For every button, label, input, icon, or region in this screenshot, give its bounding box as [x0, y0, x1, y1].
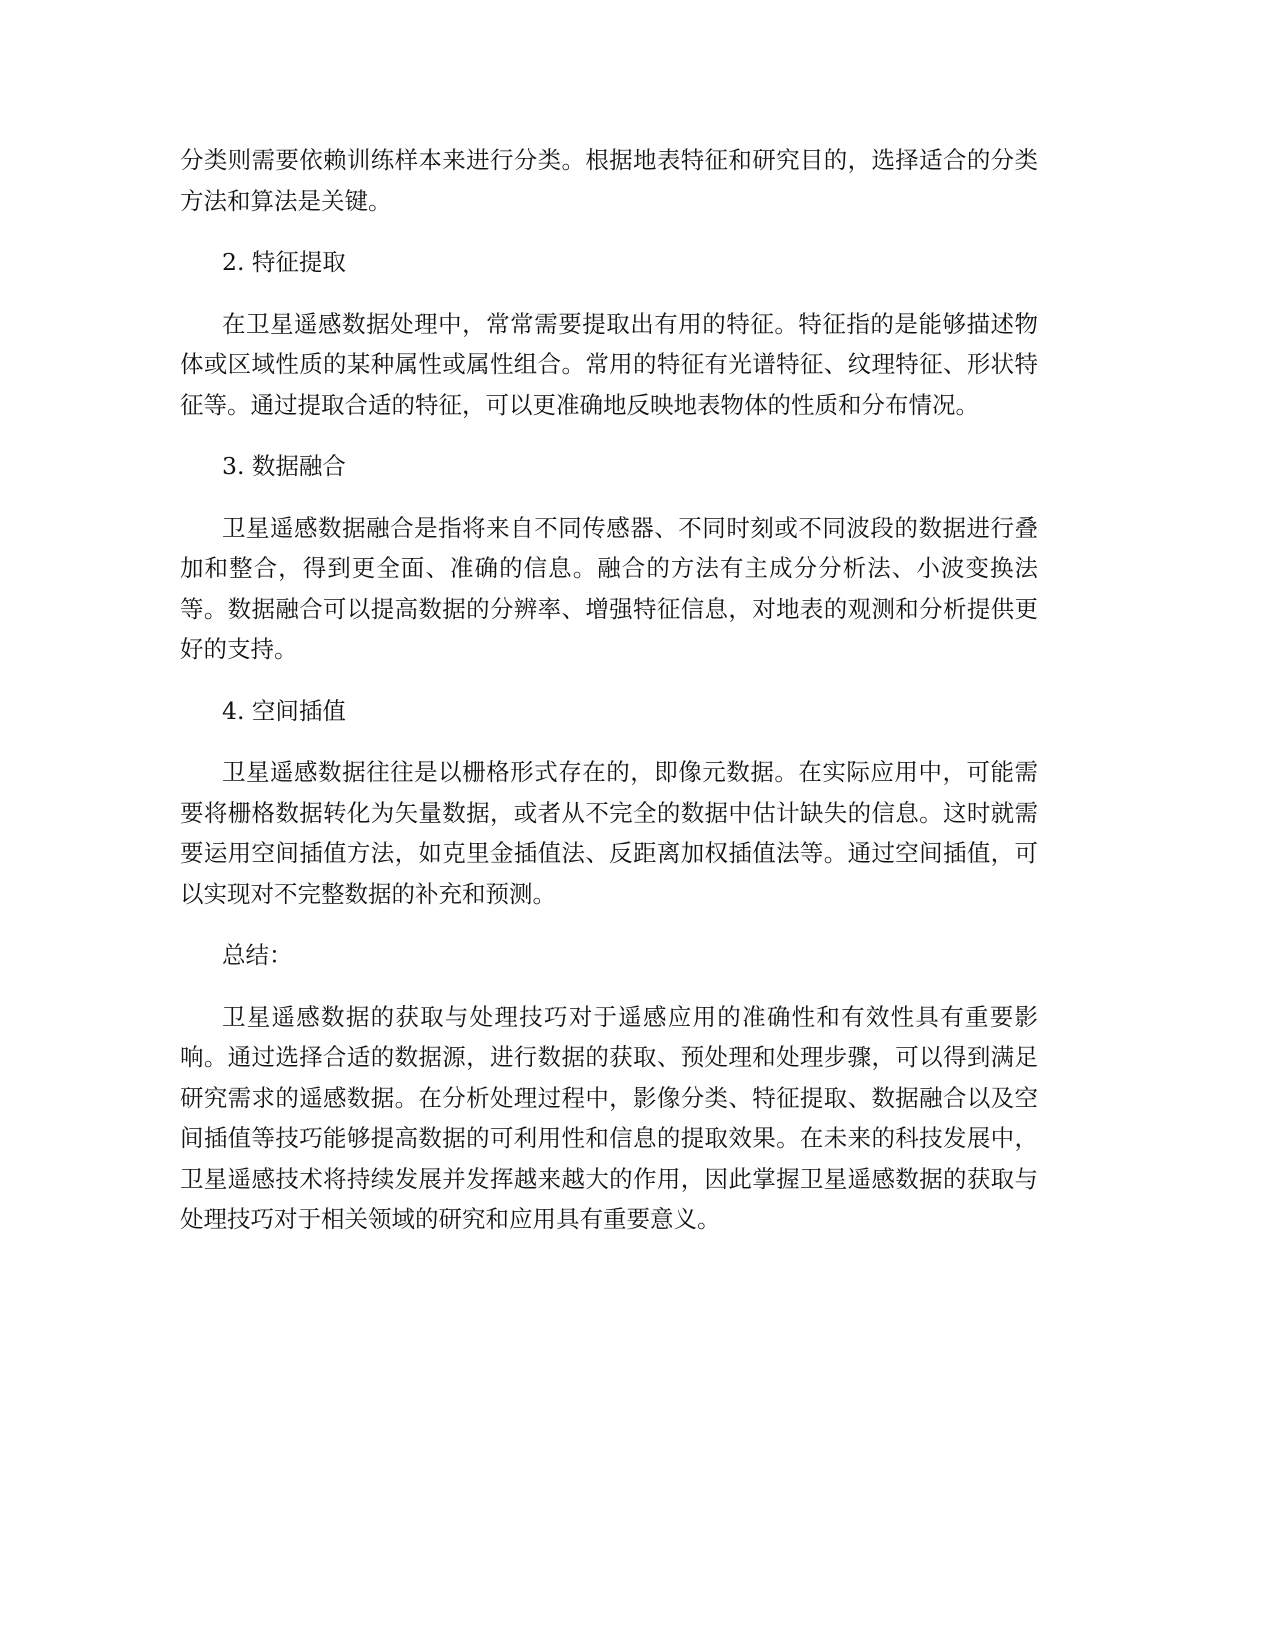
summary-heading: 总结： — [222, 941, 293, 969]
continuation-paragraph: 分类则需要依赖训练样本来进行分类。根据地表特征和研究目的，选择适合的分类方法和算法是关键。 — [180, 146, 1038, 215]
document-body — [180, 140, 1038, 1261]
section-body-data-fusion: 卫星遥感数据融合是指将来自不同传感器、不同时刻或不同波段的数据进行叠加和整合，得到更全面、准确的信息。融合的方法有主成分分析法、小波变换法等。数据融合可以提高数据的分辨率、增强特征信息，对地表的观测和分析提供更好的支持。 — [180, 513, 1038, 663]
section-heading-spatial-interpolation: 4. 空间插值 — [222, 696, 346, 725]
section-body-feature-extraction: 在卫星遥感数据处理中，常常需要提取出有用的特征。特征指的是能够描述物体或区域性质的某种属性或属性组合。常用的特征有光谱特征、纹理特征、形状特征等。通过提取合适的特征，可以更准确地反映地表物体的性质和分布情况。 — [180, 309, 1038, 419]
section-heading-feature-extraction: 2. 特征提取 — [222, 248, 346, 276]
section-body-spatial-interpolation: 卫星遥感数据往往是以栅格形式存在的，即像元数据。在实际应用中，可能需要将栅格数据转化为矢量数据，或者从不完全的数据中估计缺失的信息。这时就需要运用空间插值方法，如克里金插值法、反距离加权插值法等。通过空间插值，可以实现对不完整数据的补充和预测。 — [180, 758, 1038, 908]
section-heading-data-fusion: 3. 数据融合 — [222, 452, 346, 480]
summary-body: 卫星遥感数据的获取与处理技巧对于遥感应用的准确性和有效性具有重要影响。通过选择合适的数据源，进行数据的获取、预处理和处理步骤，可以得到满足研究需求的遥感数据。在分析处理过程中，影像分类、特征提取、数据融合以及空间插值等技巧能够提高数据的可利用性和信息的提取效果。在未来的科技发展中，卫星遥感技术将持续发展并发挥越来越大的作用，因此掌握卫星遥感数据的获取与处理技巧对于相关领域的研究和应用具有重要意义。 — [180, 1002, 1038, 1233]
